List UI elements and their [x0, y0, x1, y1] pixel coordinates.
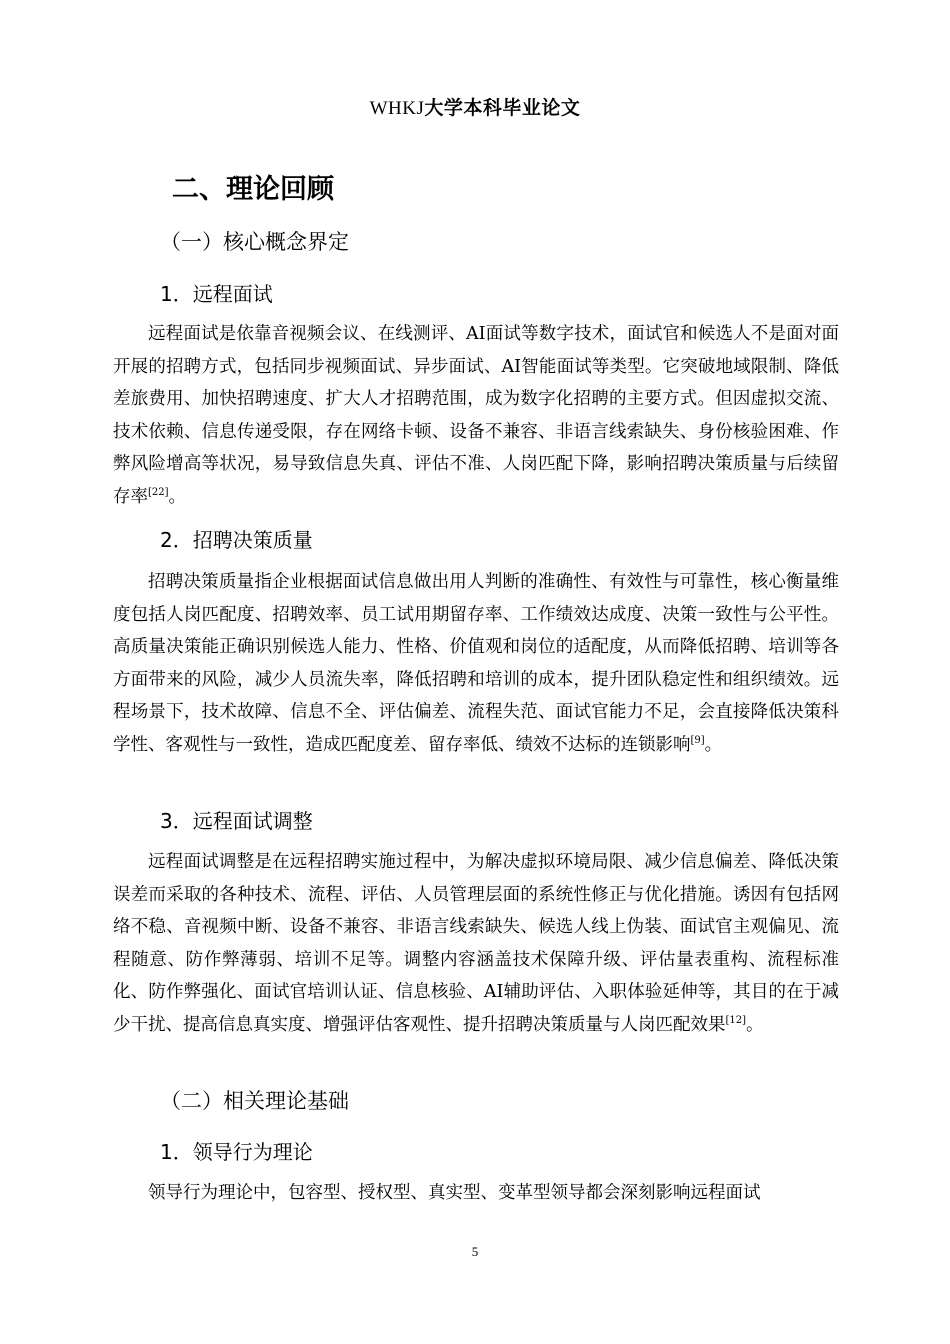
paragraph-tail: 。	[168, 486, 187, 507]
section-heading-theory-foundation: （二）相关理论基础	[160, 1089, 349, 1113]
paragraph-interview-adjustment	[113, 846, 839, 1042]
subsection-heading-leadership-theory: 1．领导行为理论	[160, 1140, 313, 1164]
paragraph-decision-quality	[113, 566, 839, 762]
paragraph-text: 领导行为理论中，包容型、授权型、真实型、变革型领导都会深刻影响远程面试	[148, 1183, 761, 1203]
paragraph-text: 远程面试是依靠音视频会议、在线测评、AI面试等数字技术，面试官和候选人不是面对面开展的招聘方式，包括同步视频面试、异步面试、AI智能面试等类型。它突破地域限制、降低差旅费用、加快招聘速度、扩大人才招聘范围，成为数字化招聘的主要方式。但因虚拟交流、技术依赖、信息传递受限，存在网络卡顿、设备不兼容、非语言线索缺失、身份核验困难、作弊风险增高等状况，易导致信息失真、评估不准、人岗匹配下降，影响招聘决策质量与后续留存率	[113, 324, 839, 507]
page-number: 5	[471, 1244, 479, 1259]
paragraph-tail: 。	[746, 1014, 764, 1035]
subsection-heading-decision-quality: 2．招聘决策质量	[160, 528, 313, 552]
paragraph-leadership-theory	[113, 1177, 839, 1210]
paragraph-remote-interview	[113, 318, 839, 514]
citation: [12]	[725, 1015, 747, 1027]
header-thesis-label: 大学本科毕业论文	[424, 97, 581, 119]
citation: [9]	[690, 735, 705, 747]
chapter-title: 二、理论回顾	[172, 174, 334, 205]
header-university-code: WHKJ	[369, 98, 425, 119]
section-heading-core-concepts: （一）核心概念界定	[160, 230, 349, 254]
subsection-heading-interview-adjustment: 3．远程面试调整	[160, 809, 313, 833]
paragraph-text: 远程面试调整是在远程招聘实施过程中，为解决虚拟环境局限、减少信息偏差、降低决策误差而采取的各种技术、流程、评估、人员管理层面的系统性修正与优化措施。诱因有包括网络不稳、音视频中断、设备不兼容、非语言线索缺失、候选人线上伪装、面试官主观偏见、流程随意、防作弊薄弱、培训不足等。调整内容涵盖技术保障升级、评估量表重构、流程标准化、防作弊强化、面试官培训认证、信息核验、AI辅助评估、入职体验延伸等，其目的在于减少干扰、提高信息真实度、增强评估客观性、提升招聘决策质量与人岗匹配效果	[113, 852, 839, 1035]
citation: [22]	[148, 487, 169, 499]
paragraph-tail: 。	[704, 734, 723, 755]
paragraph-text: 招聘决策质量指企业根据面试信息做出用人判断的准确性、有效性与可靠性，核心衡量维度包括人岗匹配度、招聘效率、员工试用期留存率、工作绩效达成度、决策一致性与公平性。高质量决策能正确识别候选人能力、性格、价值观和岗位的适配度，从而降低招聘、培训等各方面带来的风险，减少人员流失率，降低招聘和培训的成本，提升团队稳定性和组织绩效。远程场景下，技术故障、信息不全、评估偏差、流程失范、面试官能力不足，会直接降低决策科学性、客观性与一致性，造成匹配度差、留存率低、绩效不达标的连锁影响	[113, 572, 839, 755]
subsection-heading-remote-interview: 1．远程面试	[160, 282, 273, 306]
running-header	[0, 96, 950, 121]
